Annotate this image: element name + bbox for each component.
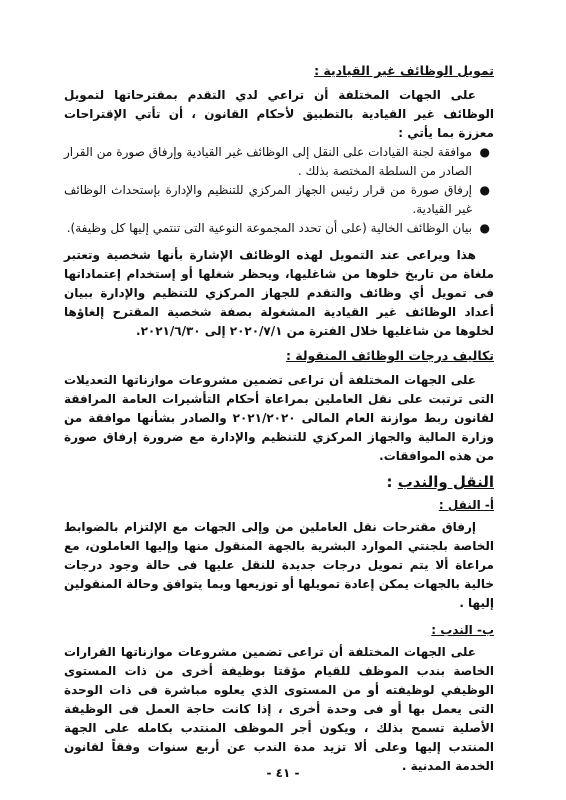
transferred-grades-text: على الجهات المختلفة أن تراعى تضمين مشروعات موازناتها التعديلات التى ترتبت على نقل العاملين بمراعاة أحكام التأشيرات العامة المرافقة لقانون ربط موازنة العام المالى ٢٠٢١/٢٠٢٠ والصادر بشأنها موافقة من وزارة المالية والجهاز المركزي للتنظيم والإدارة مع ضرورة إرفاق صورة من هذه الموافقات. (64, 373, 494, 463)
bullet-icon: ● (479, 183, 490, 197)
subsection-transfer-label: أ- النقل : (438, 498, 494, 512)
list-item: ● موافقة لجنة القيادات على النقل إلى الوظائف غير القيادية وإرفاق صورة من القرار الصادر من السلطة المختصة بذلك . (64, 145, 490, 178)
page-number: - ٤١ - (266, 766, 300, 780)
section-heading-nonleadership-funding: تمويل الوظائف غير القيادية : (314, 63, 494, 78)
list-item: ● بيان الوظائف الخالية (على أن تحدد المجموعة النوعية التى تنتمي إليها كل وظيفة). (64, 219, 480, 238)
bullet-icon: ● (479, 145, 490, 159)
funding-note: هذا ويراعى عند التمويل لهذه الوظائف الإشارة بأنها شخصية وتعتبر ملغاة من تاريخ خلوها من شاغليها، ويحظر شغلها أو إستخدام إعتماداتها فى تمويل أي وظائف والتقدم للجهاز المركزي للتنظيم والإدارة ببيان أعداد الوظائف غير القيادية المشغولة بصفة شخصية المقترح إلغاؤها لخلوها من شاغليها خلال الفترة من ٢٠٢٠/٧/١ إلى ٢٠٢١/٦/٣٠. (64, 248, 494, 338)
bullet-icon: ● (479, 221, 490, 235)
section-title-transfer-secondment: النقل والندب : (386, 473, 494, 491)
secondment-text: على الجهات المختلفة أن تراعى تضمين مشروعات موازناتها القرارات الخاصة بندب الموظف للقيام مؤقتا بوظيفة أخرى من ذات المستوى الوظيفي لوظيفته أو من المستوى الذي يعلوه مباشرة فى ذات الوحدة التى يعمل بها أو فى وحدة أخرى ، إذا كانت حاجة العمل فى الوظيفة الأصلية تسمح بذلك ، ويكون أجر الموظف المنتدب بكامله على الجهة المنتدب إليها وعلى ألا تزيد مدة الندب عن أربع سنوات وفقاً لقانون الخدمة المدنية . (64, 645, 494, 773)
section-heading-transferred-grades: تكاليف درجات الوظائف المنقولة : (285, 348, 494, 363)
requirements-list (64, 143, 494, 238)
subsection-secondment-label: ب- الندب : (431, 623, 494, 637)
transfer-text: إرفاق مقترحات نقل العاملين من وإلى الجهات مع الإلتزام بالضوابط الخاصة بلجنتي الموارد البشرية بالجهة المنقول منها وإليها العاملون، مع مراعاة ألا يتم تمويل درجات جديدة للنقل عليها فى حالة وجود درجات خالية بالجهات يمكن إعادة تمويلها أو توزيعها وبما يتوافق وحالة المنقولين إليها . (64, 520, 494, 610)
section-intro: على الجهات المختلفة أن تراعي لدي التقدم بمقترحاتها لتمويل الوظائف غير القيادية بالتطبيق لأحكام القانون ، أن تأتي الإقتراحات معززة بما يأتي : (64, 88, 494, 140)
list-item: ● إرفاق صورة من قرار رئيس الجهاز المركزي للتنظيم والإدارة بإستحداث الوظائف غير القيادية. (64, 183, 490, 216)
